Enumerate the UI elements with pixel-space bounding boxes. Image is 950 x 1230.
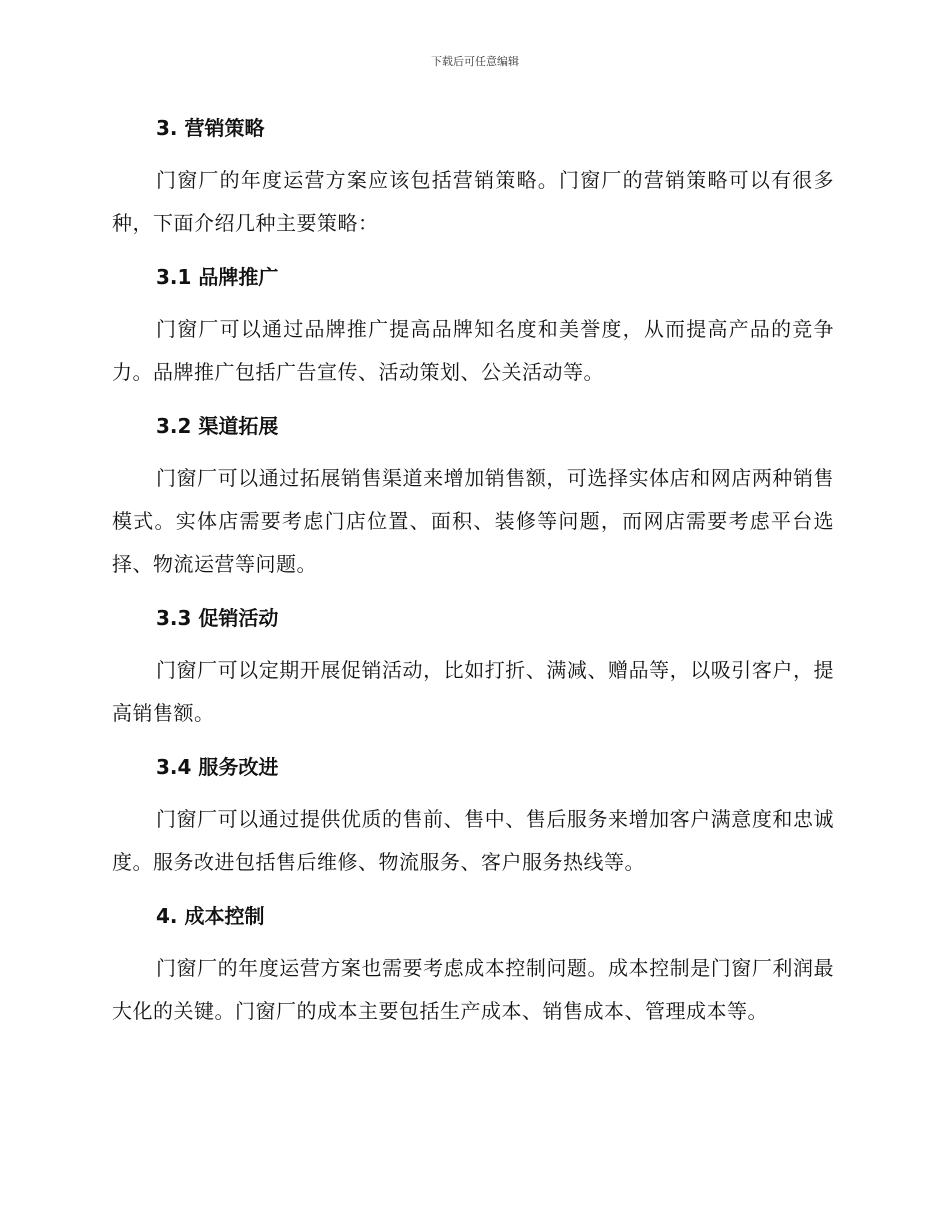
section-heading-marketing: 3. 营销策略 bbox=[156, 116, 265, 140]
section-heading-brand-promotion: 3.1 品牌推广 bbox=[156, 265, 279, 289]
section-heading-service-improvement: 3.4 服务改进 bbox=[156, 755, 279, 779]
paragraph-brand-promotion: 门窗厂可以通过品牌推广提高品牌知名度和美誉度，从而提高产品的竞争力。品牌推广包括广告宣传、活动策划、公关活动等。 bbox=[112, 317, 834, 384]
paragraph-channel-expansion: 门窗厂可以通过拓展销售渠道来增加销售额，可选择实体店和网店两种销售模式。实体店需要考虑门店位置、面积、装修等问题，而网店需要考虑平台选择、物流运营等问题。 bbox=[112, 466, 834, 576]
page-header: 下载后可任意编辑 bbox=[431, 55, 519, 68]
section-heading-promotions: 3.3 促销活动 bbox=[156, 606, 279, 630]
document-body bbox=[112, 108, 834, 1045]
section-heading-channel-expansion: 3.2 渠道拓展 bbox=[156, 414, 279, 438]
paragraph-cost-control: 门窗厂的年度运营方案也需要考虑成本控制问题。成本控制是门窗厂利润最大化的关键。门窗厂的成本主要包括生产成本、销售成本、管理成本等。 bbox=[112, 956, 834, 1023]
paragraph-promotions: 门窗厂可以定期开展促销活动，比如打折、满减、赠品等，以吸引客户，提高销售额。 bbox=[112, 658, 834, 725]
paragraph-marketing-intro: 门窗厂的年度运营方案应该包括营销策略。门窗厂的营销策略可以有很多种，下面介绍几种主要策略： bbox=[112, 168, 834, 235]
section-heading-cost-control: 4. 成本控制 bbox=[156, 904, 265, 928]
paragraph-service-improvement: 门窗厂可以通过提供优质的售前、售中、售后服务来增加客户满意度和忠诚度。服务改进包括售后维修、物流服务、客户服务热线等。 bbox=[112, 807, 834, 874]
